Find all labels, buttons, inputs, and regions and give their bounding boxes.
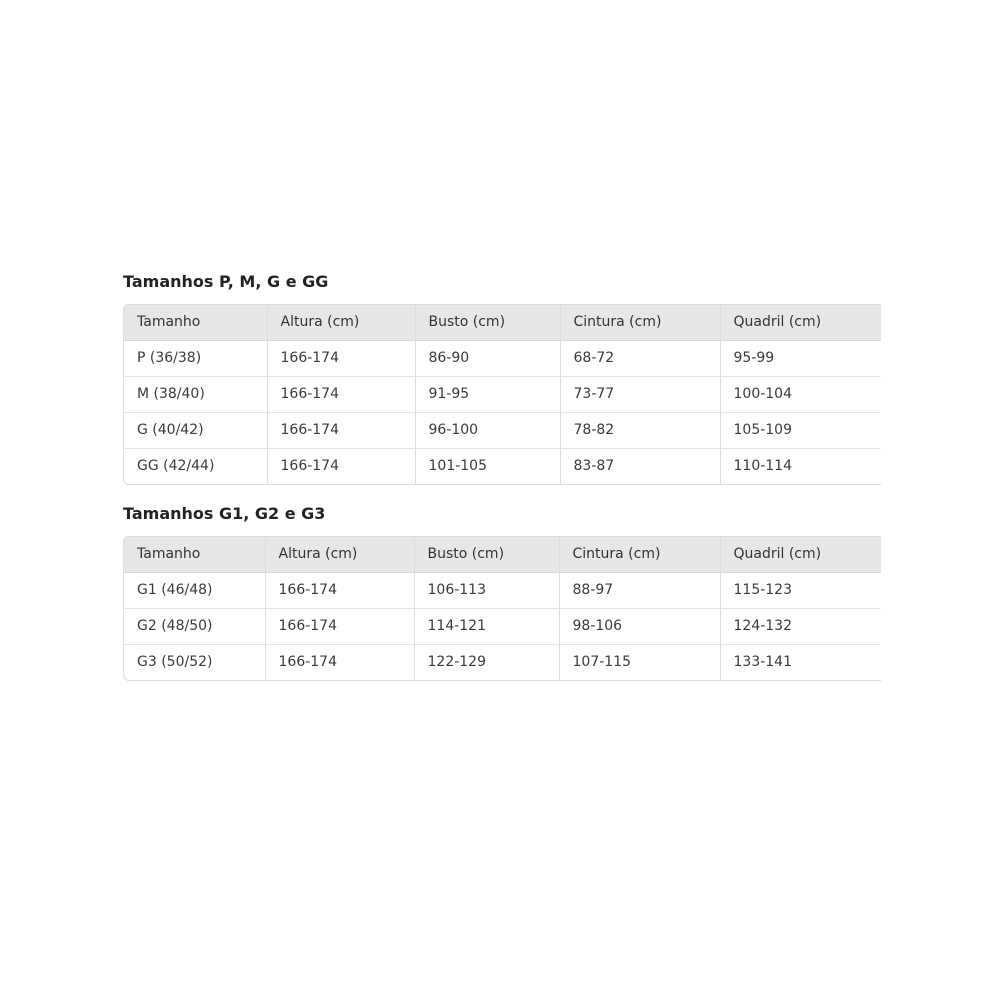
cell-quadril: 95-99 (720, 341, 881, 377)
cell-cintura: 78-82 (560, 413, 720, 449)
cell-cintura: 88-97 (559, 573, 720, 609)
cell-quadril: 133-141 (733, 654, 792, 670)
cell-altura: 166-174 (267, 341, 415, 377)
cell-altura: 166-174 (267, 449, 415, 485)
table-row (124, 413, 881, 449)
cell-tamanho: P (36/38) (124, 341, 267, 377)
cell-tamanho: G (40/42) (124, 413, 267, 449)
cell-tamanho: M (38/40) (124, 377, 267, 413)
size-table-2 (123, 536, 881, 681)
header-busto: Busto (cm) (415, 305, 560, 341)
header-quadril: Quadril (cm) (720, 537, 881, 573)
table-row (124, 609, 881, 645)
cell-tamanho: GG (42/44) (124, 449, 267, 485)
cell-cintura: 98-106 (559, 609, 720, 645)
table-header-row (124, 537, 881, 573)
cell-altura: 166-174 (265, 609, 414, 645)
header-cintura: Cintura (cm) (560, 305, 720, 341)
section-title: Tamanhos P, M, G e GG (123, 272, 329, 291)
cell-busto: 101-105 (415, 449, 560, 485)
table-header-row (124, 305, 881, 341)
cell-quadril: 110-114 (733, 458, 792, 474)
cell-busto: 122-129 (414, 645, 559, 681)
cell-busto: 86-90 (415, 341, 560, 377)
table-row (124, 449, 881, 485)
cell-cintura: 73-77 (560, 377, 720, 413)
cell-quadril: 124-132 (720, 609, 881, 645)
cell-cintura: 68-72 (560, 341, 720, 377)
cell-tamanho: G2 (48/50) (124, 609, 265, 645)
table-row (124, 377, 881, 413)
cell-quadril: 100-104 (720, 377, 881, 413)
section-title: Tamanhos G1, G2 e G3 (123, 504, 326, 523)
cell-busto: 91-95 (415, 377, 560, 413)
header-cintura: Cintura (cm) (559, 537, 720, 573)
size-section-2 (123, 503, 880, 670)
cell-quadril: 115-123 (720, 573, 881, 609)
size-table-1 (123, 304, 881, 485)
cell-tamanho: G1 (46/48) (124, 573, 265, 609)
cell-cintura: 107-115 (559, 645, 720, 681)
header-quadril: Quadril (cm) (720, 305, 881, 341)
header-altura: Altura (cm) (265, 537, 414, 573)
cell-altura: 166-174 (265, 645, 414, 681)
cell-busto: 106-113 (414, 573, 559, 609)
table-row (124, 341, 881, 377)
header-busto: Busto (cm) (414, 537, 559, 573)
header-altura: Altura (cm) (267, 305, 415, 341)
cell-busto: 96-100 (415, 413, 560, 449)
size-section-1 (123, 271, 880, 474)
table-row (124, 573, 881, 609)
cell-altura: 166-174 (265, 573, 414, 609)
cell-quadril: 105-109 (720, 413, 881, 449)
header-tamanho: Tamanho (124, 305, 267, 341)
cell-busto: 114-121 (414, 609, 559, 645)
header-tamanho: Tamanho (124, 537, 265, 573)
cell-altura: 166-174 (267, 377, 415, 413)
cell-cintura: 83-87 (560, 449, 720, 485)
cell-tamanho: G3 (50/52) (124, 645, 265, 681)
table-row (124, 645, 881, 681)
cell-altura: 166-174 (267, 413, 415, 449)
